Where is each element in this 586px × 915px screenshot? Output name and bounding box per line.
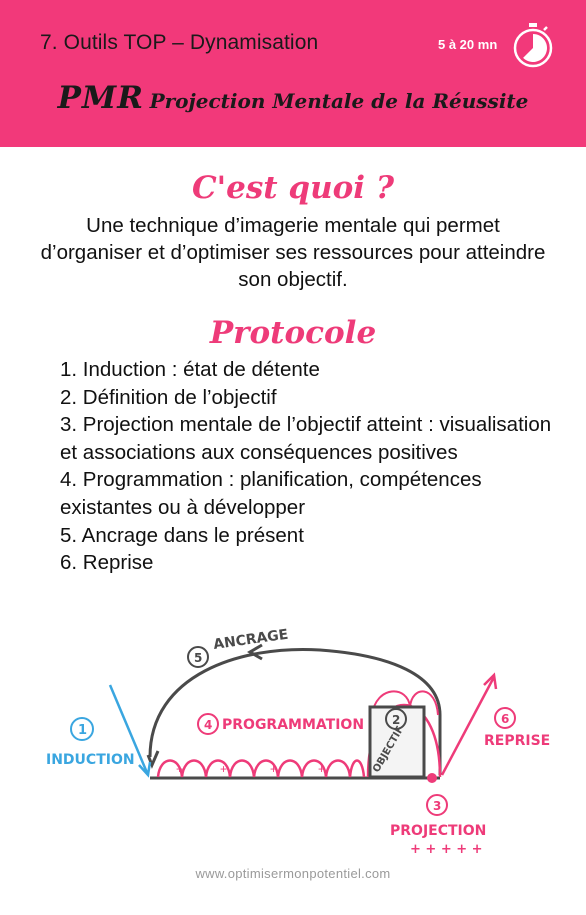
method-subtitle (0, 80, 586, 116)
acronym: PMR (57, 80, 145, 116)
objectif-number: 2 (392, 713, 401, 727)
protocol-step: 3. Projection mentale de l’objectif atteint : visualisation et associations aux conséquences positives (60, 413, 552, 464)
svg-text:+: + (318, 762, 326, 776)
objectif-label: OBJECTIF (371, 724, 407, 775)
projection-number: 3 (433, 799, 442, 813)
programmation-number: 4 (204, 718, 213, 732)
svg-text:+: + (176, 762, 184, 776)
acronym-expansion: Projection Mentale de la Réussite (149, 89, 529, 113)
protocol-step: 5. Ancrage dans le présent (60, 523, 304, 547)
induction-number: 1 (78, 723, 88, 738)
protocol-step: 1. Induction : état de détente (60, 358, 320, 381)
protocol-diagram (0, 615, 586, 865)
protocol-step: 6. Reprise (60, 551, 154, 575)
svg-text:+: + (270, 762, 278, 776)
footer-url[interactable]: www.optimisermonpotentiel.com (195, 866, 391, 881)
protocol-list (60, 356, 560, 577)
protocol-heading: Protocole (209, 315, 377, 351)
description-text: Une technique d’imagerie mentale qui permet d’organiser et d’optimiser ses ressources pour atteindre son objectif. (40, 214, 546, 291)
protocol-step: 2. Définition de l’objectif (60, 385, 277, 409)
induction-label: INDUCTION (46, 752, 135, 768)
programmation-label: PROGRAMMATION (222, 717, 365, 733)
stopwatch-icon (511, 21, 555, 69)
reprise-arrow (442, 677, 494, 775)
ancrage-label: ANCRAGE (212, 626, 290, 653)
reprise-number: 6 (501, 712, 510, 726)
projection-label: PROJECTION (390, 823, 487, 839)
projection-signs: + + + + + (410, 842, 483, 857)
protocol-step: 4. Programmation : planification, compétences existantes ou à développer (60, 468, 482, 519)
duration-label: 5 à 20 mn (438, 37, 498, 52)
what-is-it-heading: C'est quoi ? (191, 170, 395, 206)
tool-title: 7. Outils TOP – Dynamisation (40, 31, 319, 54)
header-banner (0, 0, 586, 147)
reprise-label: REPRISE (484, 733, 551, 749)
svg-text:+: + (220, 762, 228, 776)
ancrage-number: 5 (194, 651, 203, 665)
programmation-loops (158, 761, 364, 778)
